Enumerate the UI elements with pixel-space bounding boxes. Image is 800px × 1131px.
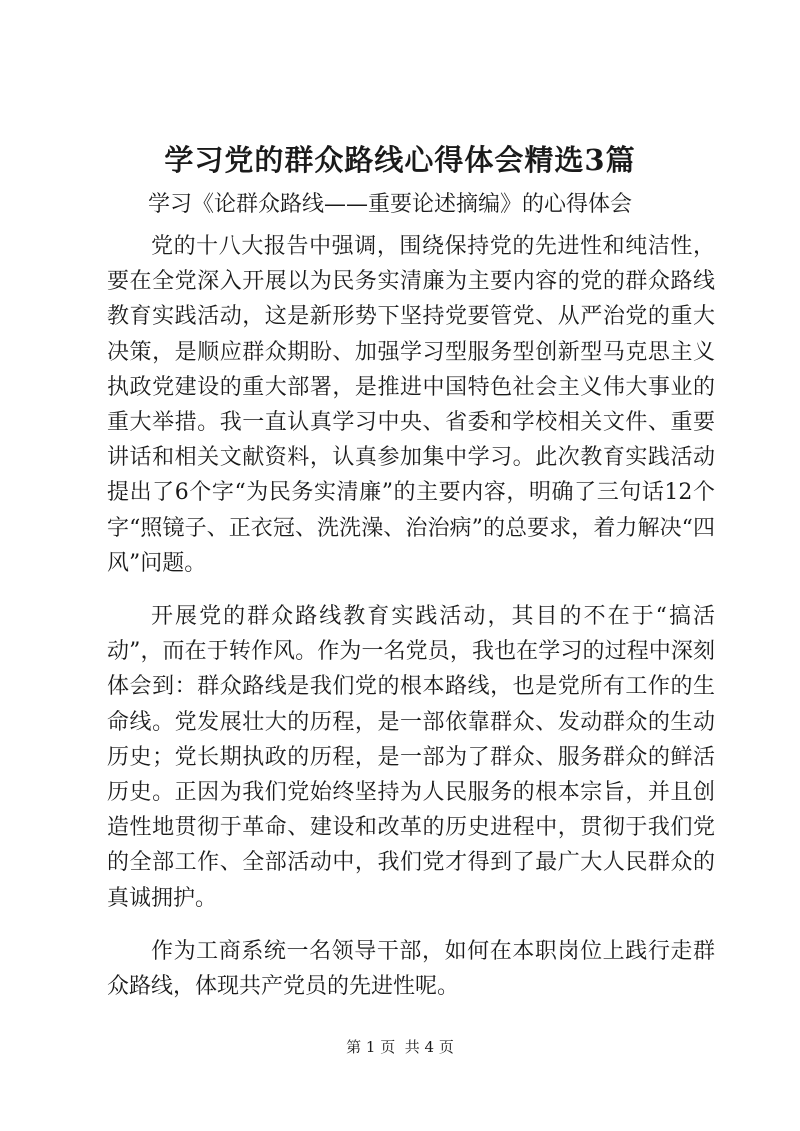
document-subtitle: 学习《论群众路线——重要论述摘编》的心得体会	[148, 192, 633, 217]
document-body	[107, 229, 715, 1004]
paragraph-1: 党的十八大报告中强调，围绕保持党的先进性和纯洁性，要在全党深入开展以为民务实清廉为主要内容的党的群众路线教育实践活动，这是新形势下坚持党要管党、从严治党的重大决策，是顺应群众期盼、加强学习型服务型创新型马克思主义执政党建设的重大部署，是推进中国特色社会主义伟大事业的重大举措。我一直认真学习中央、省委和学校相关文件、重要讲话和相关文献资料，认真参加集中学习。此次教育实践活动提出了6个字“为民务实清廉”的主要内容，明确了三句话12个字“照镜子、正衣冠、洗洗澡、治治病”的总要求，着力解决“四风”问题。	[107, 234, 715, 576]
paragraph-3: 作为工商系统一名领导干部，如何在本职岗位上践行走群众路线，体现共产党员的先进性呢。	[107, 938, 715, 1000]
document-title: 学习党的群众路线心得体会精选3篇	[164, 143, 636, 177]
page-number-footer: 第 1 页 共 4 页	[346, 1038, 454, 1056]
paragraph-2: 开展党的群众路线教育实践活动，其目的不在于“搞活动”，而在于转作风。作为一名党员，我也在学习的过程中深刻体会到：群众路线是我们党的根本路线，也是党所有工作的生命线。党发展壮大的历程，是一部依靠群众、发动群众的生动历史；党长期执政的历程，是一部为了群众、服务群众的鲜活历史。正因为我们党始终坚持为人民服务的根本宗旨，并且创造性地贯彻于革命、建设和改革的历史进程中，贯彻于我们党的全部工作、全部活动中，我们党才得到了最广大人民群众的真诚拥护。	[107, 604, 715, 911]
